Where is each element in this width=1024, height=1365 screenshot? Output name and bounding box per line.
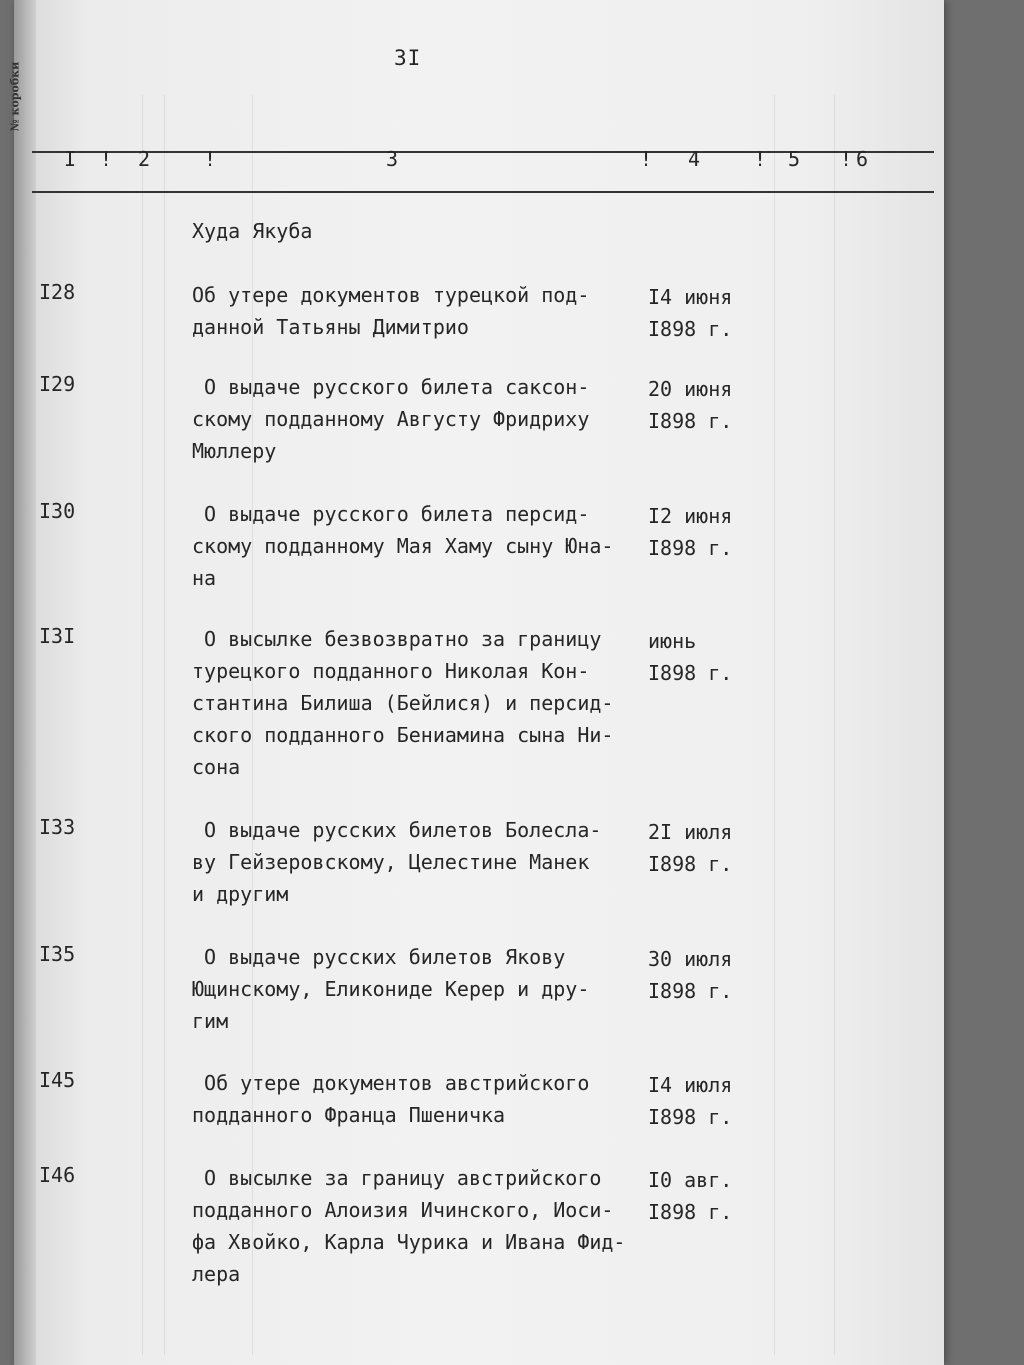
entry-date: 2I июля I898 г. <box>648 820 733 876</box>
entry-date: I4 июня I898 г. <box>648 285 733 341</box>
entry-date: I4 июля I898 г. <box>648 1073 733 1129</box>
header-col-5: 5 <box>788 147 801 171</box>
entry-text: О выдаче русского билета персид- скому подданному Мая Хаму сыну Юна- на <box>192 502 614 590</box>
entry-text: О выдаче русских билетов Болесла- ву Гейзеровскому, Целестине Манек и другим <box>192 818 602 906</box>
entry-list <box>14 0 944 1365</box>
entry-number: I28 <box>39 280 76 304</box>
header-separator: ! <box>640 147 653 171</box>
header-separator: ! <box>754 147 767 171</box>
entry-number: I29 <box>39 372 76 396</box>
header-col-1: I <box>64 147 77 171</box>
header-col-6: 6 <box>856 147 869 171</box>
box-number-label: № коробки <box>8 61 22 132</box>
entry-number: I45 <box>39 1068 76 1092</box>
entry-number: I33 <box>39 815 76 839</box>
header-col-3: 3 <box>386 147 399 171</box>
entry-text: О высылке безвозвратно за границу турецкого подданного Николая Кон- стантина Билиша (Бейлися) и персид- ского подданного Бениамина сына Ни- сона <box>192 627 614 779</box>
page-number: 3I <box>394 46 422 70</box>
entry-date: июнь I898 г. <box>648 629 733 685</box>
entry-date: I0 авг. I898 г. <box>648 1168 733 1224</box>
entry-text: Об утере документов австрийского подданного Франца Пшеничка <box>192 1071 590 1127</box>
header-col-4: 4 <box>688 147 701 171</box>
document-page <box>8 0 944 1365</box>
entry-date: 30 июля I898 г. <box>648 947 733 1003</box>
entry-text: О выдаче русских билетов Якову Ющинскому, Еликониде Керер и дру- гим <box>192 945 590 1033</box>
header-separator: ! <box>204 147 217 171</box>
entry-number: I46 <box>39 1163 76 1187</box>
header-separator: ! <box>840 147 853 171</box>
entry-number: I35 <box>39 942 76 966</box>
entry-text: Об утере документов турецкой под- данной Татьяны Димитрио <box>192 283 590 339</box>
entry-date: I2 июня I898 г. <box>648 504 733 560</box>
header-separator: ! <box>100 147 113 171</box>
entry-number: I30 <box>39 499 76 523</box>
entry-date: 20 июня I898 г. <box>648 377 733 433</box>
entry-text: Худа Якуба <box>192 219 313 243</box>
entry-text: О выдаче русского билета саксон- скому подданному Августу Фридриху Мюллеру <box>192 375 590 463</box>
header-col-2: 2 <box>138 147 151 171</box>
entry-text: О высылке за границу австрийского подданного Алоизия Ичинского, Иоси- фа Хвойко, Карла Чурика и Ивана Фид- лера <box>192 1166 626 1286</box>
entry-number: I3I <box>39 624 76 648</box>
